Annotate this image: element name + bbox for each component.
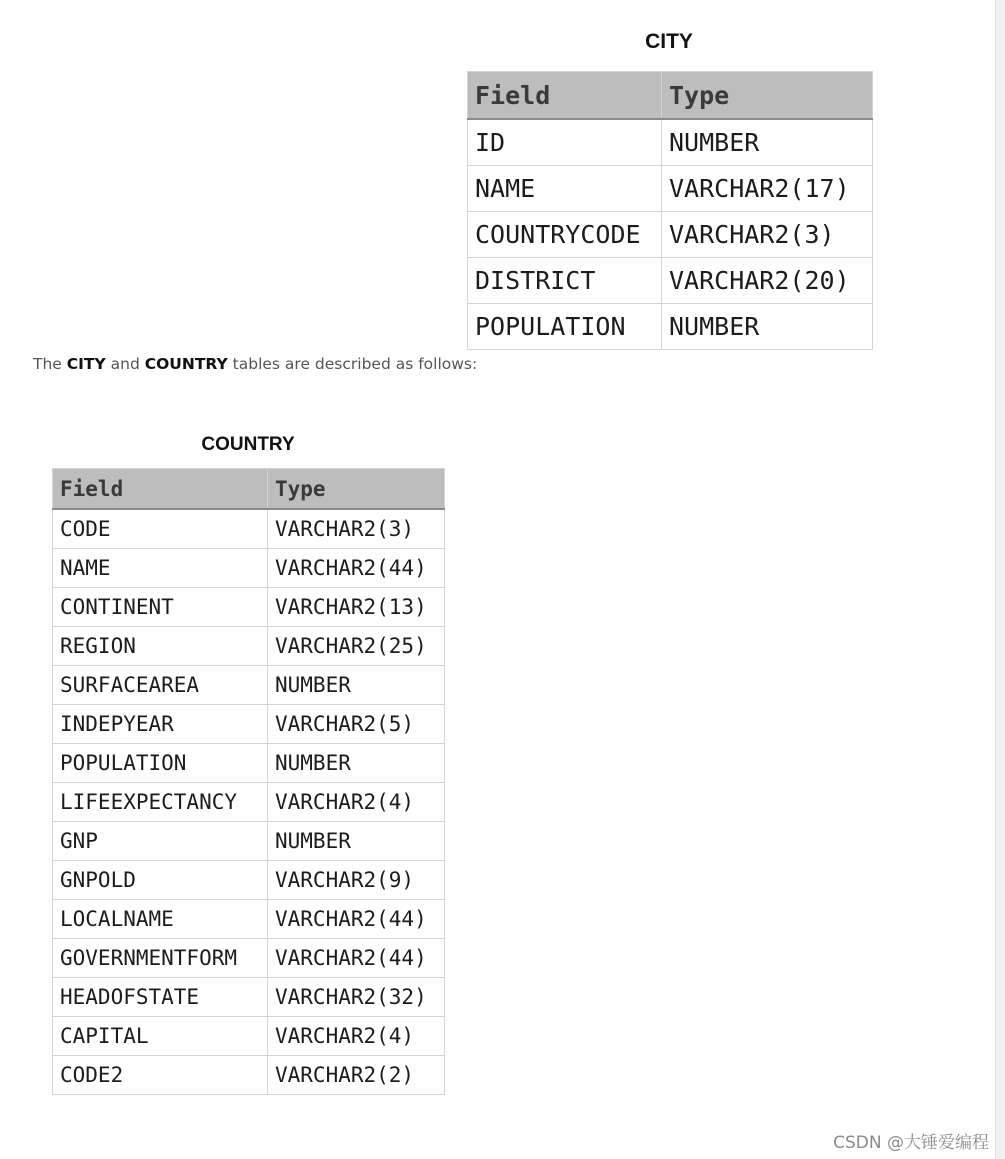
country-type-cell: VARCHAR2(13) <box>268 588 445 627</box>
city-field-cell: COUNTRYCODE <box>468 212 662 258</box>
table-row <box>53 822 445 861</box>
table-row <box>468 166 873 212</box>
country-type-cell: NUMBER <box>268 822 445 861</box>
city-type-cell: VARCHAR2(20) <box>662 258 873 304</box>
country-type-cell: NUMBER <box>268 744 445 783</box>
table-row <box>53 978 445 1017</box>
country-header-type: Type <box>268 469 445 510</box>
table-row <box>53 627 445 666</box>
country-type-cell: VARCHAR2(5) <box>268 705 445 744</box>
city-table-header-row <box>468 72 873 120</box>
country-field-cell: CAPITAL <box>53 1017 268 1056</box>
table-row <box>53 900 445 939</box>
table-row <box>53 744 445 783</box>
city-field-cell: ID <box>468 119 662 166</box>
city-field-cell: DISTRICT <box>468 258 662 304</box>
country-table-title: COUNTRY <box>201 434 295 455</box>
table-row <box>53 861 445 900</box>
city-type-cell: NUMBER <box>662 119 873 166</box>
intro-country-name: COUNTRY <box>144 355 228 373</box>
table-row <box>53 666 445 705</box>
country-field-cell: NAME <box>53 549 268 588</box>
country-type-cell: VARCHAR2(9) <box>268 861 445 900</box>
country-type-cell: VARCHAR2(2) <box>268 1056 445 1095</box>
table-row <box>53 549 445 588</box>
page-scrollbar[interactable] <box>995 0 1005 1159</box>
table-row <box>468 304 873 350</box>
country-type-cell: VARCHAR2(44) <box>268 900 445 939</box>
table-row <box>468 258 873 304</box>
table-row <box>53 1056 445 1095</box>
country-field-cell: GNPOLD <box>53 861 268 900</box>
table-row <box>53 509 445 549</box>
country-type-cell: VARCHAR2(44) <box>268 549 445 588</box>
country-field-cell: LIFEEXPECTANCY <box>53 783 268 822</box>
city-table-title: CITY <box>645 30 693 53</box>
country-type-cell: VARCHAR2(3) <box>268 509 445 549</box>
country-type-cell: VARCHAR2(4) <box>268 1017 445 1056</box>
table-row <box>53 705 445 744</box>
country-field-cell: CONTINENT <box>53 588 268 627</box>
country-header-field: Field <box>53 469 268 510</box>
city-field-cell: POPULATION <box>468 304 662 350</box>
country-field-cell: CODE <box>53 509 268 549</box>
table-row <box>53 783 445 822</box>
city-field-cell: NAME <box>468 166 662 212</box>
country-table-header-row <box>53 469 445 510</box>
city-header-field: Field <box>468 72 662 120</box>
country-field-cell: GOVERNMENTFORM <box>53 939 268 978</box>
intro-prefix: The <box>33 355 67 373</box>
table-row <box>53 939 445 978</box>
country-field-cell: POPULATION <box>53 744 268 783</box>
table-row <box>53 1017 445 1056</box>
country-field-cell: GNP <box>53 822 268 861</box>
city-table <box>467 71 873 350</box>
intro-middle: and <box>105 355 145 373</box>
table-row <box>468 212 873 258</box>
country-type-cell: VARCHAR2(25) <box>268 627 445 666</box>
city-header-type: Type <box>662 72 873 120</box>
table-row <box>468 119 873 166</box>
intro-text <box>33 355 477 373</box>
country-field-cell: CODE2 <box>53 1056 268 1095</box>
table-row <box>53 588 445 627</box>
country-type-cell: VARCHAR2(44) <box>268 939 445 978</box>
country-field-cell: HEADOFSTATE <box>53 978 268 1017</box>
country-field-cell: LOCALNAME <box>53 900 268 939</box>
city-type-cell: VARCHAR2(3) <box>662 212 873 258</box>
country-type-cell: VARCHAR2(32) <box>268 978 445 1017</box>
csdn-watermark: CSDN @大锤爱编程 <box>833 1133 989 1153</box>
intro-city-name: CITY <box>66 355 106 373</box>
country-field-cell: INDEPYEAR <box>53 705 268 744</box>
country-field-cell: SURFACEAREA <box>53 666 268 705</box>
country-table <box>52 468 445 1095</box>
intro-suffix: tables are described as follows: <box>227 355 478 373</box>
city-type-cell: NUMBER <box>662 304 873 350</box>
country-field-cell: REGION <box>53 627 268 666</box>
country-type-cell: NUMBER <box>268 666 445 705</box>
city-type-cell: VARCHAR2(17) <box>662 166 873 212</box>
country-type-cell: VARCHAR2(4) <box>268 783 445 822</box>
